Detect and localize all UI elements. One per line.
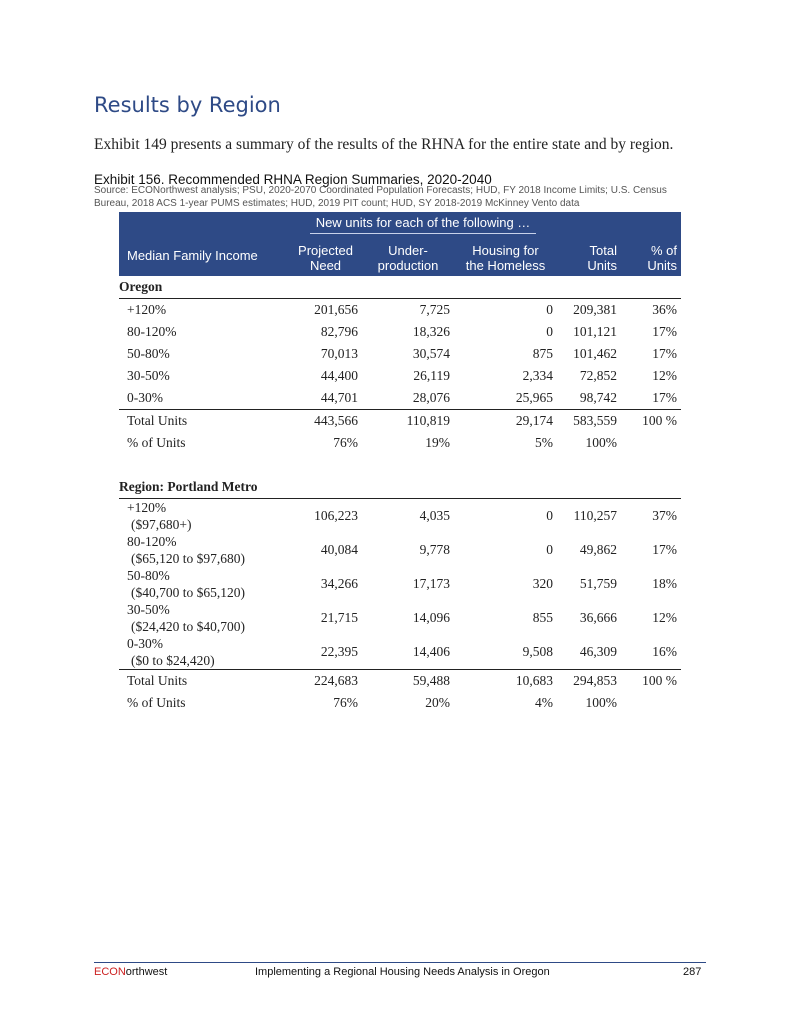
share-projected-need: 76% xyxy=(333,435,358,450)
cell-underproduction: 18,326 xyxy=(412,324,450,339)
cell-projected-need: 70,013 xyxy=(320,346,358,361)
cell-projected-need: 22,395 xyxy=(289,635,362,670)
footer-brand: ECONorthwest xyxy=(94,966,168,978)
exhibit-title: Exhibit 156. Recommended RHNA Region Summaries, 2020-2040 xyxy=(94,172,492,187)
cell-projected-need: 34,266 xyxy=(320,576,358,591)
header-blank xyxy=(621,212,681,237)
rhna-summary-table xyxy=(119,212,681,714)
page-number: 287 xyxy=(683,966,702,978)
cell-projected-need: 44,400 xyxy=(320,368,358,383)
share-underproduction: 19% xyxy=(425,435,450,450)
cell-pct-units: 17% xyxy=(652,346,677,361)
cell-pct-units: 36% xyxy=(652,302,677,317)
cell-projected-need: 40,084 xyxy=(320,542,358,557)
header-projected-need: Projected Need xyxy=(289,237,362,276)
total-underproduction: 110,819 xyxy=(406,413,450,428)
total-projected-need: 443,566 xyxy=(314,413,358,428)
cell-underproduction: 26,119 xyxy=(413,368,450,383)
cell-projected-need: 21,715 xyxy=(320,610,358,625)
share-label: % of Units xyxy=(127,435,186,450)
total-pct-units: 100 % xyxy=(642,673,677,688)
cell-underproduction: 14,096 xyxy=(412,610,450,625)
income-range: ($24,420 to $40,700) xyxy=(131,619,245,634)
cell-housing-homeless: 320 xyxy=(532,576,553,591)
header-housing-homeless: Housing for the Homeless xyxy=(454,237,557,276)
cell-housing-homeless: 0 xyxy=(546,508,553,523)
intro-paragraph: Exhibit 149 presents a summary of the results of the RHNA for the entire state and by region. xyxy=(94,136,674,153)
cell-pct-units: 37% xyxy=(652,508,677,523)
region-header-row xyxy=(119,476,681,499)
income-bracket-label: +120% ($97,680+) xyxy=(127,500,192,532)
cell-total-units: 110,257 xyxy=(573,508,617,523)
cell-total-units: 49,862 xyxy=(579,542,617,557)
table-row xyxy=(119,299,681,322)
cell-pct-units: 18% xyxy=(652,576,677,591)
cell-pct-units: 17% xyxy=(621,387,681,410)
cell-pct-units: 12% xyxy=(652,368,677,383)
cell-housing-homeless: 0 xyxy=(546,324,553,339)
cell-pct-units: 17% xyxy=(652,542,677,557)
cell-projected-need: 201,656 xyxy=(314,302,358,317)
region-header-row xyxy=(119,276,681,299)
total-label: Total Units xyxy=(127,413,188,428)
total-total-units: 583,559 xyxy=(573,413,617,428)
exhibit-source: Source: ECONorthwest analysis; PSU, 2020-2070 Coordinated Population Forecasts; HUD, FY 2018 Income Limits; U.S. Census Bureau, 2018 ACS 1-year PUMS estimates; HUD, 2019 PIT count; HUD, SY 2018-2019 McKinney Vento data xyxy=(94,185,667,209)
cell-housing-homeless: 25,965 xyxy=(454,387,557,410)
total-units-row xyxy=(119,670,681,693)
table-row xyxy=(119,601,681,635)
total-housing-homeless: 29,174 xyxy=(515,413,553,428)
region-name: Region: Portland Metro xyxy=(119,476,681,499)
cell-pct-units: 17% xyxy=(652,324,677,339)
income-bracket-label: 50-80% ($40,700 to $65,120) xyxy=(127,568,245,600)
cell-total-units: 98,742 xyxy=(557,387,621,410)
share-total-units: 100% xyxy=(585,435,617,450)
footer-doc-title: Implementing a Regional Housing Needs Analysis in Oregon xyxy=(255,966,550,978)
table-row xyxy=(119,343,681,365)
table-row xyxy=(119,533,681,567)
cell-underproduction: 14,406 xyxy=(362,635,454,670)
section-heading: Results by Region xyxy=(94,93,281,117)
cell-total-units: 51,759 xyxy=(579,576,617,591)
cell-underproduction: 30,574 xyxy=(412,346,450,361)
income-range: ($0 to $24,420) xyxy=(131,653,215,668)
income-range: ($65,120 to $97,680) xyxy=(131,551,245,566)
cell-projected-need: 44,701 xyxy=(289,387,362,410)
income-bracket-label: 30-50% ($24,420 to $40,700) xyxy=(127,602,245,634)
header-median-family-income: Median Family Income xyxy=(119,237,289,276)
share-empty xyxy=(621,692,681,714)
header-total-units: Total Units xyxy=(557,237,621,276)
table-row xyxy=(119,567,681,601)
share-housing-homeless: 5% xyxy=(535,435,553,450)
cell-underproduction: 9,778 xyxy=(419,542,450,557)
share-empty xyxy=(621,432,681,454)
header-blank xyxy=(557,212,621,237)
cell-pct-units: 12% xyxy=(652,610,677,625)
cell-total-units: 72,852 xyxy=(579,368,617,383)
cell-total-units: 101,121 xyxy=(573,324,617,339)
total-total-units: 294,853 xyxy=(573,673,617,688)
header-underproduction: Under- production xyxy=(362,237,454,276)
cell-underproduction: 7,725 xyxy=(419,302,450,317)
total-housing-homeless: 10,683 xyxy=(515,673,553,688)
income-bracket-label: 0-30% xyxy=(119,387,289,410)
header-blank xyxy=(119,212,289,237)
region-name: Oregon xyxy=(119,276,681,299)
total-units-row xyxy=(119,410,681,433)
table-row xyxy=(119,499,681,534)
cell-underproduction: 28,076 xyxy=(362,387,454,410)
pct-of-units-row xyxy=(119,432,681,454)
total-label: Total Units xyxy=(127,673,188,688)
cell-projected-need: 82,796 xyxy=(320,324,358,339)
table-row xyxy=(119,365,681,387)
income-bracket-label: +120% xyxy=(127,302,167,317)
share-housing-homeless: 4% xyxy=(535,695,553,710)
total-pct-units: 100 % xyxy=(642,413,677,428)
share-total-units: 100% xyxy=(585,695,617,710)
cell-housing-homeless: 0 xyxy=(546,302,553,317)
income-bracket-label: 80-120% xyxy=(127,324,177,339)
cell-housing-homeless: 9,508 xyxy=(454,635,557,670)
cell-underproduction: 17,173 xyxy=(412,576,450,591)
income-range: ($40,700 to $65,120) xyxy=(131,585,245,600)
cell-housing-homeless: 0 xyxy=(546,542,553,557)
income-bracket-label: 30-50% xyxy=(127,368,170,383)
pct-of-units-row xyxy=(119,692,681,714)
income-bracket-label: 0-30% ($0 to $24,420) xyxy=(119,635,289,670)
footer-rule xyxy=(94,962,706,963)
income-range: ($97,680+) xyxy=(131,517,192,532)
cell-total-units: 46,309 xyxy=(557,635,621,670)
cell-housing-homeless: 2,334 xyxy=(522,368,553,383)
income-bracket-label: 50-80% xyxy=(127,346,170,361)
spacer-row xyxy=(119,454,681,476)
cell-housing-homeless: 855 xyxy=(532,610,553,625)
spacer-cell xyxy=(119,454,681,476)
table-body xyxy=(119,276,681,714)
cell-pct-units: 16% xyxy=(621,635,681,670)
cell-projected-need: 106,223 xyxy=(314,508,358,523)
share-label: % of Units xyxy=(127,695,186,710)
cell-total-units: 36,666 xyxy=(579,610,617,625)
income-bracket-label: 80-120% ($65,120 to $97,680) xyxy=(127,534,245,566)
table-row xyxy=(119,387,681,410)
cell-housing-homeless: 875 xyxy=(532,346,553,361)
total-projected-need: 224,683 xyxy=(314,673,358,688)
cell-total-units: 209,381 xyxy=(573,302,617,317)
share-underproduction: 20% xyxy=(425,695,450,710)
total-underproduction: 59,488 xyxy=(412,673,450,688)
header-pct-units: % of Units xyxy=(621,237,681,276)
cell-total-units: 101,462 xyxy=(573,346,617,361)
table-row xyxy=(119,635,681,670)
share-projected-need: 76% xyxy=(333,695,358,710)
table-row xyxy=(119,321,681,343)
cell-underproduction: 4,035 xyxy=(419,508,450,523)
group-header: New units for each of the following … xyxy=(289,212,557,237)
